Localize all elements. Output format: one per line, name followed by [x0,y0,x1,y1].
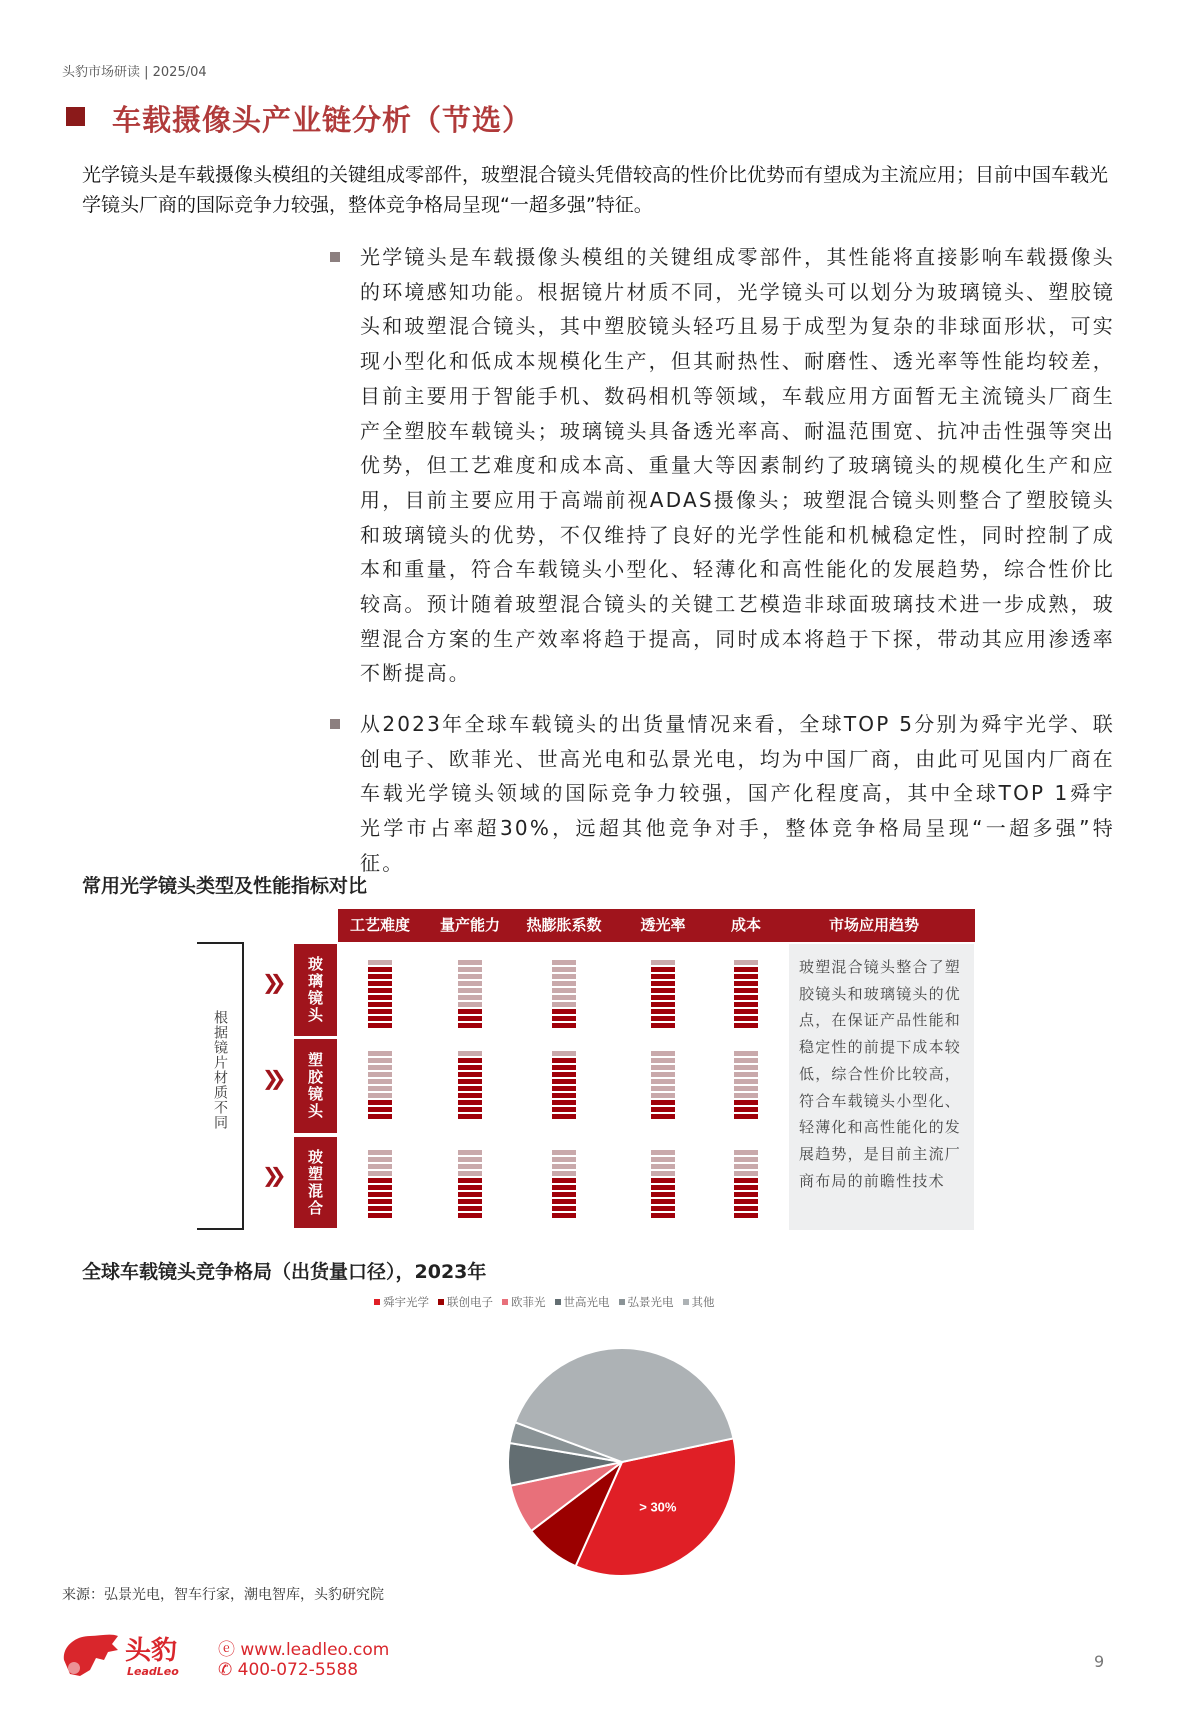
level-segment [368,1009,392,1014]
level-segment [734,1164,758,1169]
level-segment [368,1093,392,1098]
double-chevron-icon: ❯❯ [262,1066,278,1090]
level-segment [368,1100,392,1105]
level-segment [458,1164,482,1169]
level-segment [552,1058,576,1063]
chart-legend [374,1294,715,1310]
level-segment [651,1192,675,1197]
level-segment [734,960,758,965]
level-segment [651,995,675,1000]
level-segment [368,1164,392,1169]
level-segment [651,988,675,993]
level-segment [734,1086,758,1091]
level-segment [552,1093,576,1098]
col-header: 成本 [730,916,762,934]
legend-swatch [619,1299,625,1305]
level-segment [458,1171,482,1176]
level-segment [368,981,392,986]
level-segment [552,1079,576,1084]
level-segment [552,1178,576,1183]
level-segment [458,995,482,1000]
level-segment [651,967,675,972]
level-segment [458,1107,482,1112]
level-segment [734,1100,758,1105]
level-segment [734,1199,758,1204]
legend-label: 欧菲光 [511,1295,546,1309]
level-segment [651,1093,675,1098]
level-segment [552,967,576,972]
level-segment [458,960,482,965]
level-segment [552,1065,576,1070]
level-segment [734,974,758,979]
level-segment [734,967,758,972]
level-segment [368,988,392,993]
page-title: 车载摄像头产业链分析（节选） [112,103,533,137]
phone-number [218,1660,358,1680]
level-segment [734,995,758,1000]
level-segment [651,1150,675,1155]
level-segment [368,1206,392,1211]
level-segment [734,1058,758,1063]
level-segment [734,1114,758,1119]
level-segment [734,1192,758,1197]
level-segment [368,974,392,979]
level-segment [552,1157,576,1162]
level-segment [651,960,675,965]
level-segment [651,1079,675,1084]
web-icon: ⓔ [218,1640,235,1660]
level-segment [552,1213,576,1218]
level-segment [734,1206,758,1211]
level-segment [734,1185,758,1190]
level-segment [458,1206,482,1211]
pie-chart [490,1330,754,1594]
level-segment [651,1023,675,1028]
level-segment [458,1023,482,1028]
website-link[interactable] [218,1635,389,1660]
col-header: 工艺难度 [349,916,411,934]
level-segment [651,1206,675,1211]
leadleo-logo [60,1630,122,1680]
level-segment [458,1093,482,1098]
row-label-plastic: 塑胶镜头 [294,1039,337,1133]
level-segment [458,1009,482,1014]
level-segment [458,1178,482,1183]
level-segment [458,981,482,986]
level-segment [368,1157,392,1162]
level-segment [734,1009,758,1014]
legend-item [619,1294,674,1310]
level-segment [458,1065,482,1070]
level-segment [734,1072,758,1077]
brand-name-en: LeadLeo [127,1665,179,1678]
level-segment [458,1213,482,1218]
level-segment [734,1157,758,1162]
col-header: 热膨胀系数 [526,916,602,934]
level-segment [458,1016,482,1021]
level-segment [368,995,392,1000]
level-segment [651,1009,675,1014]
level-segment [458,1192,482,1197]
level-segment [368,1150,392,1155]
level-segment [651,1199,675,1204]
level-segment [458,1058,482,1063]
level-segment [734,988,758,993]
level-segment [368,1192,392,1197]
double-chevron-icon: ❯❯ [262,1163,278,1187]
level-segment [458,1150,482,1155]
level-segment [552,1072,576,1077]
level-segment [651,974,675,979]
phone-text: 400-072-5588 [237,1660,359,1680]
level-segment [458,1100,482,1105]
level-segment [368,1199,392,1204]
table-title: 常用光学镜头类型及性能指标对比 [82,875,368,897]
level-segment [734,1150,758,1155]
level-segment [552,1185,576,1190]
level-segment [651,1178,675,1183]
level-segment [552,1051,576,1056]
brand-name: 头豹 [125,1636,178,1666]
legend-label: 弘景光电 [627,1295,674,1309]
level-segment [651,981,675,986]
level-segment [552,1023,576,1028]
level-segment [552,981,576,986]
legend-item [555,1294,610,1310]
legend-label: 舜宇光学 [383,1295,429,1309]
level-segment [368,1107,392,1112]
level-segment [552,1192,576,1197]
level-segment [368,1213,392,1218]
level-segment [651,1065,675,1070]
legend-label: 其他 [691,1295,715,1309]
legend-item [502,1294,546,1310]
level-segment [368,1065,392,1070]
level-segment [734,1016,758,1021]
level-segment [651,1058,675,1063]
level-segment [552,1164,576,1169]
level-segment [552,1206,576,1211]
level-segment [651,1100,675,1105]
level-segment [458,1002,482,1007]
level-segment [552,1009,576,1014]
level-segment [552,1199,576,1204]
table-header [338,909,975,942]
legend-swatch [438,1299,444,1305]
level-segment [368,1002,392,1007]
level-segment [458,1079,482,1084]
level-segment [734,981,758,986]
level-segment [368,1072,392,1077]
level-segment [734,1079,758,1084]
level-segment [552,1086,576,1091]
website-text: www.leadleo.com [240,1640,390,1660]
col-header: 量产能力 [439,916,501,934]
group-label: 根据镜片材质不同 [212,1010,228,1130]
level-segment [734,1051,758,1056]
bullet-icon [330,252,340,262]
title-square-icon [66,107,85,126]
level-segment [368,1058,392,1063]
level-segment [552,1100,576,1105]
level-segment [734,1093,758,1098]
level-segment [734,1002,758,1007]
legend-item [683,1294,715,1310]
level-segment [552,974,576,979]
col-header: 透光率 [640,916,686,934]
level-segment [651,1107,675,1112]
bullet-paragraph-1: 光学镜头是车载摄像头模组的关键组成零部件，其性能将直接影响车载摄像头的环境感知功能。根据镜片材质不同，光学镜头可以划分为玻璃镜头、塑胶镜头和玻塑混合镜头，其中塑胶镜头轻巧且易于成型为复杂的非球面形状，可实现小型化和低成本规模化生产，但其耐热性、耐磨性、透光率等性能均较差，目前主要用于智能手机、数码相机等领域，车载应用方面暂无主流镜头厂商生产全塑胶车载镜头；玻璃镜头具备透光率高、耐温范围宽、抗冲击性强等突出优势，但工艺难度和成本高、重量大等因素制约了玻璃镜头的规模化生产和应用，目前主要应用于高端前视ADAS摄像头；玻塑混合镜头则整合了塑胶镜头和玻璃镜头的优势，不仅维持了良好的光学性能和机械稳定性，同时控制了成本和重量，符合车载镜头小型化、轻薄化和高性能化的发展趋势，综合性价比较高。预计随着玻塑混合镜头的关键工艺模造非球面玻璃技术进一步成熟，玻塑混合方案的生产效率将趋于提高，同时成本将趋于下探，带动其应用渗透率不断提高。 [360,245,1115,686]
level-segment [552,1150,576,1155]
level-segment [552,1107,576,1112]
chart-title: 全球车载镜头竞争格局（出货量口径），2023年 [82,1261,487,1283]
level-segment [651,1051,675,1056]
legend-swatch [374,1299,380,1305]
level-segment [458,1157,482,1162]
level-segment [734,1171,758,1176]
level-segment [368,1114,392,1119]
source-note: 来源：弘景光电，智车行家，潮电智库，头豹研究院 [62,1587,384,1603]
legend-swatch [683,1299,689,1305]
level-segment [651,1213,675,1218]
level-segment [368,1178,392,1183]
level-segment [651,1164,675,1169]
level-segment [458,1072,482,1077]
level-segment [458,1199,482,1204]
level-segment [734,1178,758,1183]
level-segment [552,995,576,1000]
level-segment [368,1051,392,1056]
row-label-glass: 玻璃镜头 [294,944,337,1036]
level-segment [651,1072,675,1077]
level-segment [368,1086,392,1091]
legend-swatch [555,1299,561,1305]
level-segment [368,967,392,972]
level-segment [552,1171,576,1176]
level-segment [458,988,482,993]
legend-label: 联创电子 [447,1295,493,1309]
level-segment [651,1016,675,1021]
level-segment [651,1086,675,1091]
level-segment [651,1157,675,1162]
bullet-paragraph-2: 从2023年全球车载镜头的出货量情况来看，全球TOP 5分别为舜宇光学、联创电子、欧菲光、世高光电和弘景光电，均为中国厂商，由此可见国内厂商在车载光学镜头领域的国际竞争力较强，国产化程度高，其中全球TOP 1舜宇光学市占率超30%，远超其他竞争对手，整体竞争格局呈现“一超多强”特征。 [360,712,1115,875]
level-segment [368,1185,392,1190]
level-segment [458,967,482,972]
level-segment [458,1114,482,1119]
level-segment [552,1114,576,1119]
level-segment [651,1185,675,1190]
col-header: 市场应用趋势 [828,916,920,934]
level-segment [651,1002,675,1007]
pie-data-label: > 30% [639,1499,677,1515]
level-segment [734,1107,758,1112]
legend-label: 世高光电 [563,1295,610,1309]
level-segment [458,1086,482,1091]
level-segment [651,1171,675,1176]
level-segment [734,1065,758,1070]
legend-swatch [502,1299,508,1305]
phone-icon: ✆ [218,1660,233,1680]
trend-text: 玻塑混合镜头整合了塑胶镜头和玻璃镜头的优点，在保证产品性能和稳定性的前提下成本较低，综合性价比较高，符合车载镜头小型化、轻薄化和高性能化的发展趋势，是目前主流厂商布局的前瞻性技术 [789,944,974,1230]
running-header: 头豹市场研读 | 2025/04 [62,65,207,80]
bullet-icon [330,719,340,729]
intro-summary: 光学镜头是车载摄像头模组的关键组成零部件，玻塑混合镜头凭借较高的性价比优势而有望成为主流应用；目前中国车载光学镜头厂商的国际竞争力较强，整体竞争格局呈现“一超多强”特征。 [82,164,1109,216]
level-segment [552,1002,576,1007]
legend-item [374,1294,429,1310]
level-segment [368,960,392,965]
level-segment [368,1079,392,1084]
level-segment [552,988,576,993]
level-segment [458,974,482,979]
level-segment [734,1023,758,1028]
level-segment [368,1016,392,1021]
level-segment [368,1023,392,1028]
row-label-hybrid: 玻塑混合 [294,1137,337,1228]
level-segment [458,1185,482,1190]
level-segment [458,1051,482,1056]
level-segment [552,1016,576,1021]
double-chevron-icon: ❯❯ [262,970,278,994]
level-segment [734,1213,758,1218]
legend-item [438,1294,493,1310]
page-number: 9 [1094,1652,1105,1671]
level-segment [651,1114,675,1119]
level-segment [368,1171,392,1176]
level-segment [552,960,576,965]
